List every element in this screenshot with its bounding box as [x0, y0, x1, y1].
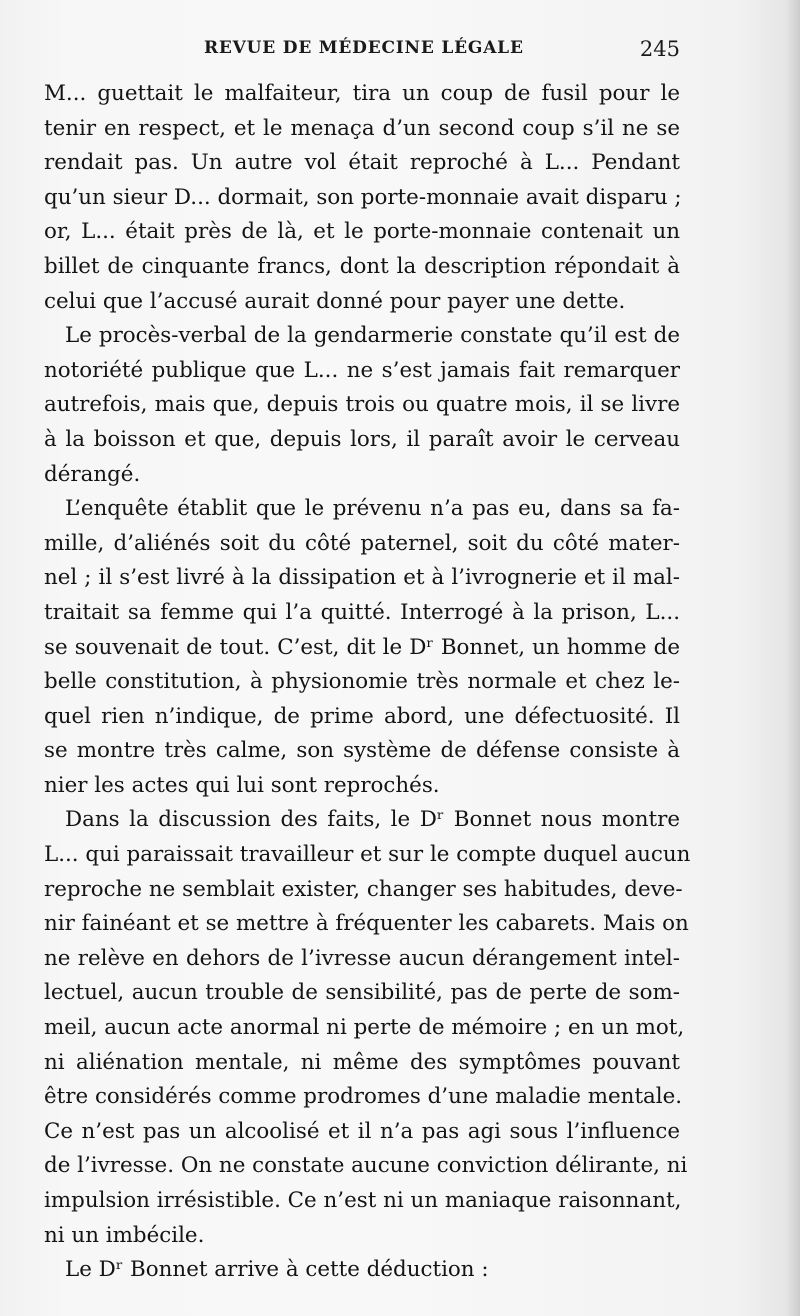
text-line: M... guettait le malfaiteur, tira un coup de fusil pour le [44, 81, 680, 106]
text-line: nel ; il s’est livré à la dissipation et à l’ivrognerie et il mal- [44, 565, 680, 591]
text-line: Le Dʳ Bonnet arrive à cette déduction : [65, 1257, 489, 1283]
page-edge-shadow [786, 0, 800, 1316]
text-line: or, L... était près de là, et le porte-monnaie contenait un [44, 219, 680, 245]
text-line: autrefois, mais que, depuis trois ou quatre mois, il se livre [44, 392, 680, 418]
text-line: ne relève en dehors de l’ivresse aucun dérangement intel- [44, 945, 680, 971]
paragraph [44, 319, 680, 492]
text-line: se montre très calme, son système de défense consiste à [44, 738, 680, 764]
text-line: traitait sa femme qui l’a quitté. Interrogé à la prison, L... [44, 599, 680, 625]
paragraph [44, 77, 680, 319]
text-line: rendait pas. Un autre vol était reproché à L... Pendant [44, 150, 680, 176]
text-line: qu’un sieur D... dormait, son porte-monnaie avait disparu ; [44, 184, 682, 210]
text-line: notoriété publique que L... ne s’est jamais fait remarquer [44, 357, 680, 383]
page-header [44, 38, 680, 68]
page-number: 245 [639, 37, 680, 61]
text-line: se souvenait de tout. C’est, dit le Dʳ Bonnet, un homme de [44, 634, 680, 660]
running-title: REVUE DE MÉDECINE LÉGALE [204, 38, 524, 58]
text-line: reproche ne semblait exister, changer ses habitudes, deve- [44, 876, 683, 902]
text-line: lectuel, aucun trouble de sensibilité, pas de perte de som- [44, 980, 680, 1006]
text-line: quel rien n’indique, de prime abord, une défectuosité. Il [44, 703, 680, 729]
body-text [44, 77, 691, 1288]
paragraph [44, 1253, 680, 1288]
text-line: à la boisson et que, depuis lors, il paraît avoir le cerveau [44, 426, 680, 452]
text-line: ni un imbécile. [44, 1222, 205, 1248]
text-line: de l’ivresse. On ne constate aucune conviction délirante, ni [44, 1153, 688, 1179]
text-line: Dans la discussion des faits, le Dʳ Bonnet nous montre [65, 807, 680, 833]
text-line: L... qui paraissait travailleur et sur le compte duquel aucun [44, 842, 691, 868]
paragraph [44, 492, 680, 803]
text-line: celui que l’accusé aurait donné pour payer une dette. [44, 288, 626, 314]
text-line: meil, aucun acte anormal ni perte de mémoire ; en un mot, [44, 1015, 685, 1041]
text-line: être considérés comme prodromes d’une maladie mentale. [44, 1084, 683, 1110]
text-line: impulsion irrésistible. Ce n’est ni un maniaque raisonnant, [44, 1188, 682, 1213]
text-line: billet de cinquante francs, dont la description répondait à [44, 253, 680, 279]
text-line: Ce n’est pas un alcoolisé et il n’a pas agi sous l’influence [44, 1118, 680, 1144]
paragraph [44, 803, 691, 1253]
text-line: Le procès-verbal de la gendarmerie constate qu’il est de [65, 323, 680, 349]
text-line: tenir en respect, et le menaça d’un second coup s’il ne se [44, 115, 680, 141]
text-line: dérangé. [44, 461, 141, 487]
text-line: nier les actes qui lui sont reprochés. [44, 772, 440, 798]
text-line: nir fainéant et se mettre à fréquenter les cabarets. Mais on [44, 911, 689, 937]
text-line: mille, d’aliénés soit du côté paternel, soit du côté mater- [44, 530, 680, 556]
text-line: belle constitution, à physionomie très normale et chez le- [44, 669, 680, 695]
text-line: L’enquête établit que le prévenu n’a pas eu, dans sa fa- [65, 496, 680, 522]
text-line: ni aliénation mentale, ni même des symptômes pouvant [44, 1049, 680, 1075]
